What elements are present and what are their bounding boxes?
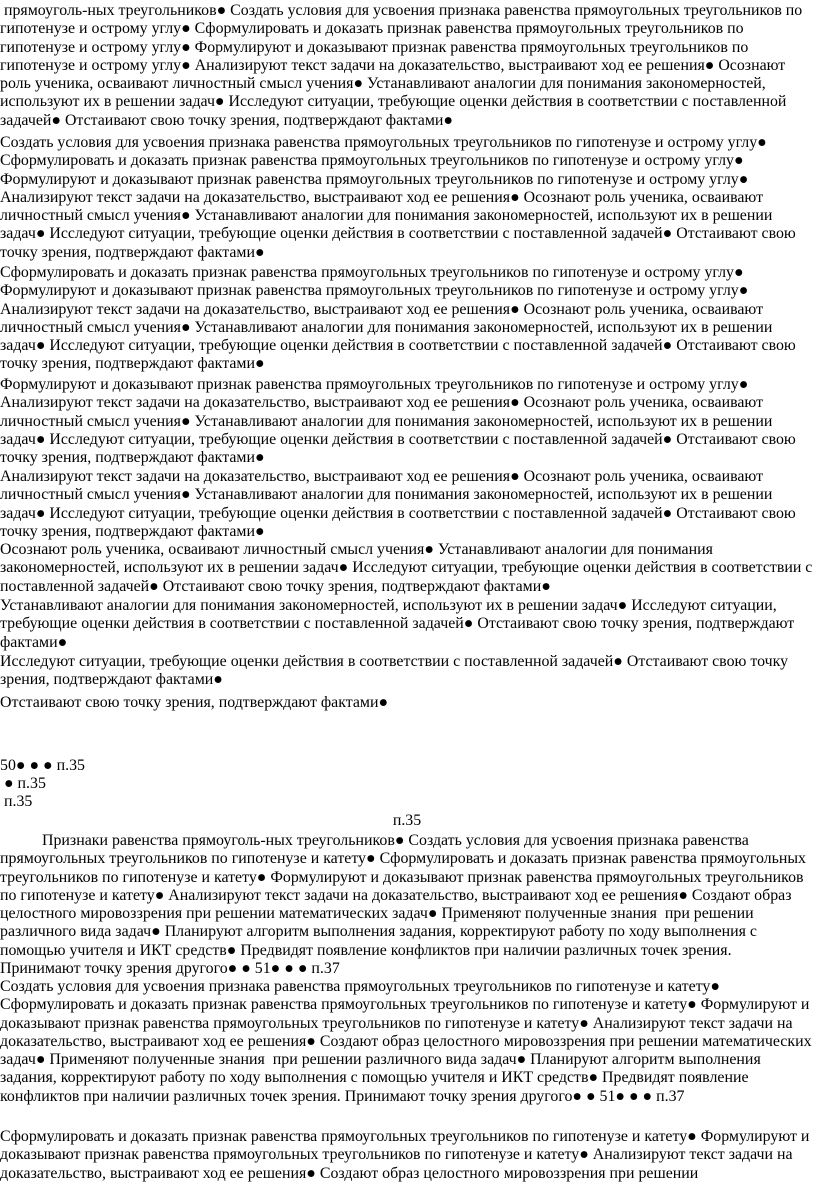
paragraph-3: Сформулировать и доказать признак равенства прямоугольных треугольников по гипотенузе и острому углу● Формулируют и доказывают признак равенства прямоугольных треугольников по гипотенузе и острому углу● Анализируют текст задачи на доказательство, выстраивают ход ее решения● Осознают роль ученика, осваивают личностный смысл учения● Устанавливают аналогии для понимания закономерностей, используют их в решении задач● Исследуют ситуации, требующие оценки действия в соответствии с поставленной задачей● Отстаивают свою точку зрения, подтверждают фактами● xyxy=(0,264,800,373)
paragraph-6: Осознают роль ученика, осваивают личностный смысл учения● Устанавливают аналогии для понимания закономерностей, используют их в решении задач● Исследуют ситуации, требующие оценки действия в соответствии с поставленной задачей● Отстаивают свою точку зрения, подтверждают фактами● xyxy=(0,541,816,595)
marker-line-2: ● п.35 xyxy=(0,775,46,792)
paragraph-8: Исследуют ситуации, требующие оценки действия в соответствии с поставленной задачей● Отстаивают свою точку зрения, подтверждают фактами● xyxy=(0,653,793,689)
paragraph-5: Анализируют текст задачи на доказательство, выстраивают ход ее решения● Осознают роль ученика, осваивают личностный смысл учения● Устанавливают аналогии для понимания закономерностей, используют их в решении задач● Исследуют ситуации, требующие оценки действия в соответствии с поставленной задачей● Отстаивают свою точку зрения, подтверждают фактами● xyxy=(0,468,800,540)
paragraph-4: Формулируют и доказывают признак равенства прямоугольных треугольников по гипотенузе и острому углу● Анализируют текст задачи на доказательство, выстраивают ход ее решения● Осознают роль ученика, осваивают личностный смысл учения● Устанавливают аналогии для понимания закономерностей, используют их в решении задач● Исследуют ситуации, требующие оценки действия в соответствии с поставленной задачей● Отстаивают свою точку зрения, подтверждают фактами● xyxy=(0,376,800,467)
marker-line-3: п.35 xyxy=(0,793,33,810)
paragraph-2: Создать условия для усвоения признака равенства прямоугольных треугольников по гипотенузе и острому углу● Сформулировать и доказать признак равенства прямоугольных треугольников по гипотенузе и острому углу● Формулируют и доказывают признак равенства прямоугольных треугольников по гипотенузе и острому углу● Анализируют текст задачи на доказательство, выстраивают ход ее решения● Осознают роль ученика, осваивают личностный смысл учения● Устанавливают аналогии для понимания закономерностей, используют их в решении задач● Исследуют ситуации, требующие оценки действия в соответствии с поставленной задачей● Отстаивают свою точку зрения, подтверждают фактами● xyxy=(0,134,800,261)
marker-line-4: п.35 xyxy=(392,812,422,829)
paragraph-1: прямоуголь-ных треугольников● Создать условия для усвоения признака равенства прямоугольных треугольников по гипотенузе и острому углу● Сформулировать и доказать признак равенства прямоугольных треугольников по гипотенузе и острому углу● Формулируют и доказывают признак равенства прямоугольных треугольников по гипотенузе и острому углу● Анализируют текст задачи на доказательство, выстраивают ход ее решения● Осознают роль ученика, осваивают личностный смысл учения● Устанавливают аналогии для понимания закономерностей, используют их в решении задач● Исследуют ситуации, требующие оценки действия в соответствии с поставленной задачей● Отстаивают свою точку зрения, подтверждают фактами● xyxy=(0,2,807,129)
lower-paragraph-3: Сформулировать и доказать признак равенства прямоугольных треугольников по гипотенузе и катету● Формулируют и доказывают признак равенства прямоугольных треугольников по гипотенузе и катету● Анализируют текст задачи на доказательство, выстраивают ход ее решения● Создают образ целостного мировоззрения при решении xyxy=(0,1128,814,1182)
lower-paragraph-2: Создать условия для усвоения признака равенства прямоугольных треугольников по гипотенузе и катету● Сформулировать и доказать признак равенства прямоугольных треугольников по гипотенузе и катету● Формулируют и доказывают признак равенства прямоугольных треугольников по гипотенузе и катету● Анализируют текст задачи на доказательство, выстраивают ход ее решения● Создают образ целостного мировоззрения при решении математических задач● Применяют полученные знания при решении различного вида задач● Планируют алгоритм выполнения задания, корректируют работу по ходу выполнения с помощью учителя и ИКТ средств● Предвидят появление конфликтов при наличии различных точек зрения. Принимают точку зрения другого● ● 51● ● ● п.37 xyxy=(0,978,816,1105)
paragraph-7: Устанавливают аналогии для понимания закономерностей, используют их в решении задач● Исследуют ситуации, требующие оценки действия в соответствии с поставленной задачей● Отстаивают свою точку зрения, подтверждают фактами● xyxy=(0,597,799,651)
lower-paragraph-1: Признаки равенства прямоуголь-ных треугольников● Создать условия для усвоения признака равенства прямоугольных треугольников по гипотенузе и катету● Сформулировать и доказать признак равенства прямоугольных треугольников по гипотенузе и катету● Формулируют и доказывают признак равенства прямоугольных треугольников по гипотенузе и катету● Анализируют текст задачи на доказательство, выстраивают ход ее решения● Создают образ целостного мировоззрения при решении математических задач● Применяют полученные знания при решении различного вида задач● Планируют алгоритм выполнения задания, корректируют работу по ходу выполнения с помощью учителя и ИКТ средств● Предвидят появление конфликтов при наличии различных точек зрения. Принимают точку зрения другого● ● 51● ● ● п.37 xyxy=(0,832,810,978)
marker-line-1: 50● ● ● п.35 xyxy=(0,757,85,774)
paragraph-9: Отстаивают свою точку зрения, подтверждают фактами● xyxy=(0,694,389,711)
